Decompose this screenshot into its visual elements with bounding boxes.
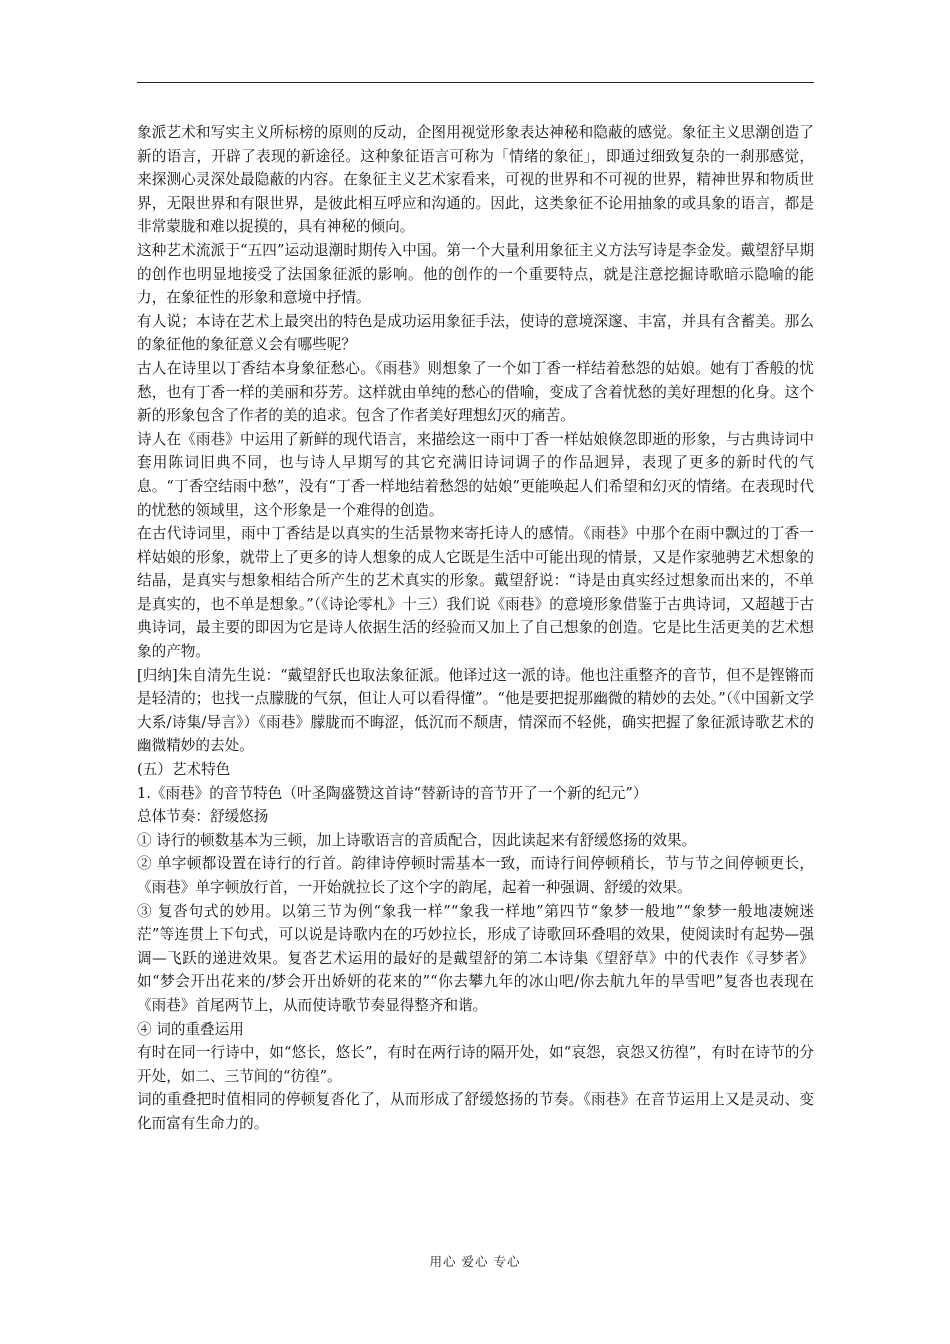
paragraph: 在古代诗词里，雨中丁香结是以真实的生活景物来寄托诗人的感情。《雨巷》中那个在雨中飘过的丁香一样姑娘的形象，就带上了更多的诗人想象的成人它既是生活中可能出现的情景，又是作家驰骋艺术想象的结晶，是真实与想象相结合所产生的艺术真实的形象。戴望舒说：“诗是由真实经过想象而出来的，不单是真实的，也不单是想象。”（《诗论零札》十三）我们说《雨巷》的意境形象借鉴于古典诗词，又超越于古典诗词，最主要的即因为它是诗人依据生活的经验而又加上了自己想象的创造。它是比生活更美的艺术想象的产物。 bbox=[137, 525, 814, 661]
list-item: ④ 词的重叠运用 bbox=[137, 1020, 244, 1038]
list-item: ② 单字顿都设置在诗行的行首。韵律诗停顿时需基本一致，而诗行间停顿稍长，节与节之间停顿更长，《雨巷》单字顿放行首，一开始就拉长了这个字的韵尾，起着一种强调、舒缓的效果。 bbox=[137, 855, 814, 896]
paragraph: 词的重叠把时值相同的停顿复沓化了，从而形成了舒缓悠扬的节奏。《雨巷》在音节运用上又是灵动、变化而富有生命力的。 bbox=[137, 1091, 814, 1132]
list-item: ③ 复沓句式的妙用。以第三节为例“象我一样”“象我一样地”第四节“象梦一般地”“象梦一般地凄婉迷茫”等连贯上下句式，可以说是诗歌内在的巧妙拉长，形成了诗歌回环叠唱的效果，使阅读时有起势—强调—飞跃的递进效果。复沓艺术运用的最好的是戴望舒的第二本诗集《望舒草》中的代表作《寻梦者》如“梦会开出花来的/梦会开出娇妍的花来的”“你去攀九年的冰山吧/你去航九年的旱雪吧”复沓也表现在《雨巷》首尾两节上，从而使诗歌节奏显得整齐和谐。 bbox=[137, 902, 814, 1014]
list-item: ① 诗行的顿数基本为三顿，加上诗歌语言的音质配合，因此读起来有舒缓悠扬的效果。 bbox=[137, 831, 697, 849]
page-footer: 用心 爱心 专心 bbox=[429, 1254, 521, 1269]
paragraph: 象派艺术和写实主义所标榜的原则的反动，企图用视觉形象表达神秘和隐蔽的感觉。象征主义思潮创造了新的语言，开辟了表现的新途径。这种象征语言可称为「情绪的象征」，即通过细致复杂的一刹那感觉，来探测心灵深处最隐蔽的内容。在象征主义艺术家看来，可视的世界和不可视的世界，精神世界和物质世界，无限世界和有限世界，是彼此相互呼应和沟通的。因此，这类象征不论用抽象的或具象的语言，都是非常蒙胧和难以捉摸的，具有神秘的倾向。 bbox=[137, 124, 814, 236]
paragraph: 总体节奏：舒缓悠扬 bbox=[137, 808, 269, 826]
paragraph: 这种艺术流派于“五四”运动退潮时期传入中国。第一个大量利用象征主义方法写诗是李金发。戴望舒早期的创作也明显地接受了法国象征派的影响。他的创作的一个重要特点，就是注意挖掘诗歌暗示隐喻的能力，在象征性的形象和意境中抒情。 bbox=[137, 241, 814, 307]
paragraph: 有时在同一行诗中，如“悠长，悠长”，有时在两行诗的隔开处，如“哀怨，哀怨又彷徨”，有时在诗节的分开处，如二、三节间的“彷徨”。 bbox=[137, 1044, 814, 1085]
paragraph: 有人说；本诗在艺术上最突出的特色是成功运用象征手法，使诗的意境深邃、丰富，并具有含蓄美。那么的象征他的象征意义会有哪些呢？ bbox=[137, 312, 814, 354]
paragraph: 古人在诗里以丁香结本身象征愁心。《雨巷》则想象了一个如丁香一样结着愁怨的姑娘。她有丁香般的忧愁，也有丁香一样的美丽和芬芳。这样就由单纯的愁心的借喻，变成了含着忧愁的美好理想的化身。这个新的形象包含了作者的美的追求。包含了作者美好理想幻灭的痛苦。 bbox=[137, 359, 814, 425]
header-rule bbox=[137, 82, 814, 83]
paragraph: [归纳]朱自清先生说：“戴望舒氏也取法象征派。他译过这一派的诗。他也注重整齐的音节，但不是铿锵而是轻清的；也找一点朦胧的气氛，但让人可以看得懂”。“他是要把捉那幽微的精妙的去处。”（《中国新文学大系/诗集/导言》）《雨巷》朦胧而不晦涩，低沉而不颓唐，情深而不轻佻，确实把握了象征派诗歌艺术的幽微精妙的去处。 bbox=[137, 666, 814, 755]
section-heading: (五）艺术特色 bbox=[137, 761, 231, 779]
body-text bbox=[137, 121, 814, 1136]
subsection-heading: 1.《雨巷》的音节特色（叶圣陶盛赞这首诗“替新诗的音节开了一个新的纪元”） bbox=[137, 784, 648, 802]
paragraph: 诗人在《雨巷》中运用了新鲜的现代语言，来描绘这一雨中丁香一样姑娘倏忽即逝的形象，与古典诗词中套用陈词旧典不同，也与诗人早期写的其它充满旧诗词调子的作品迥异，表现了更多的新时代的气息。“丁香空结雨中愁”，没有“丁香一样地结着愁怨的姑娘”更能唤起人们希望和幻灭的情绪。在表现时代的忧愁的领域里，这个形象是一个难得的创造。 bbox=[137, 430, 814, 519]
